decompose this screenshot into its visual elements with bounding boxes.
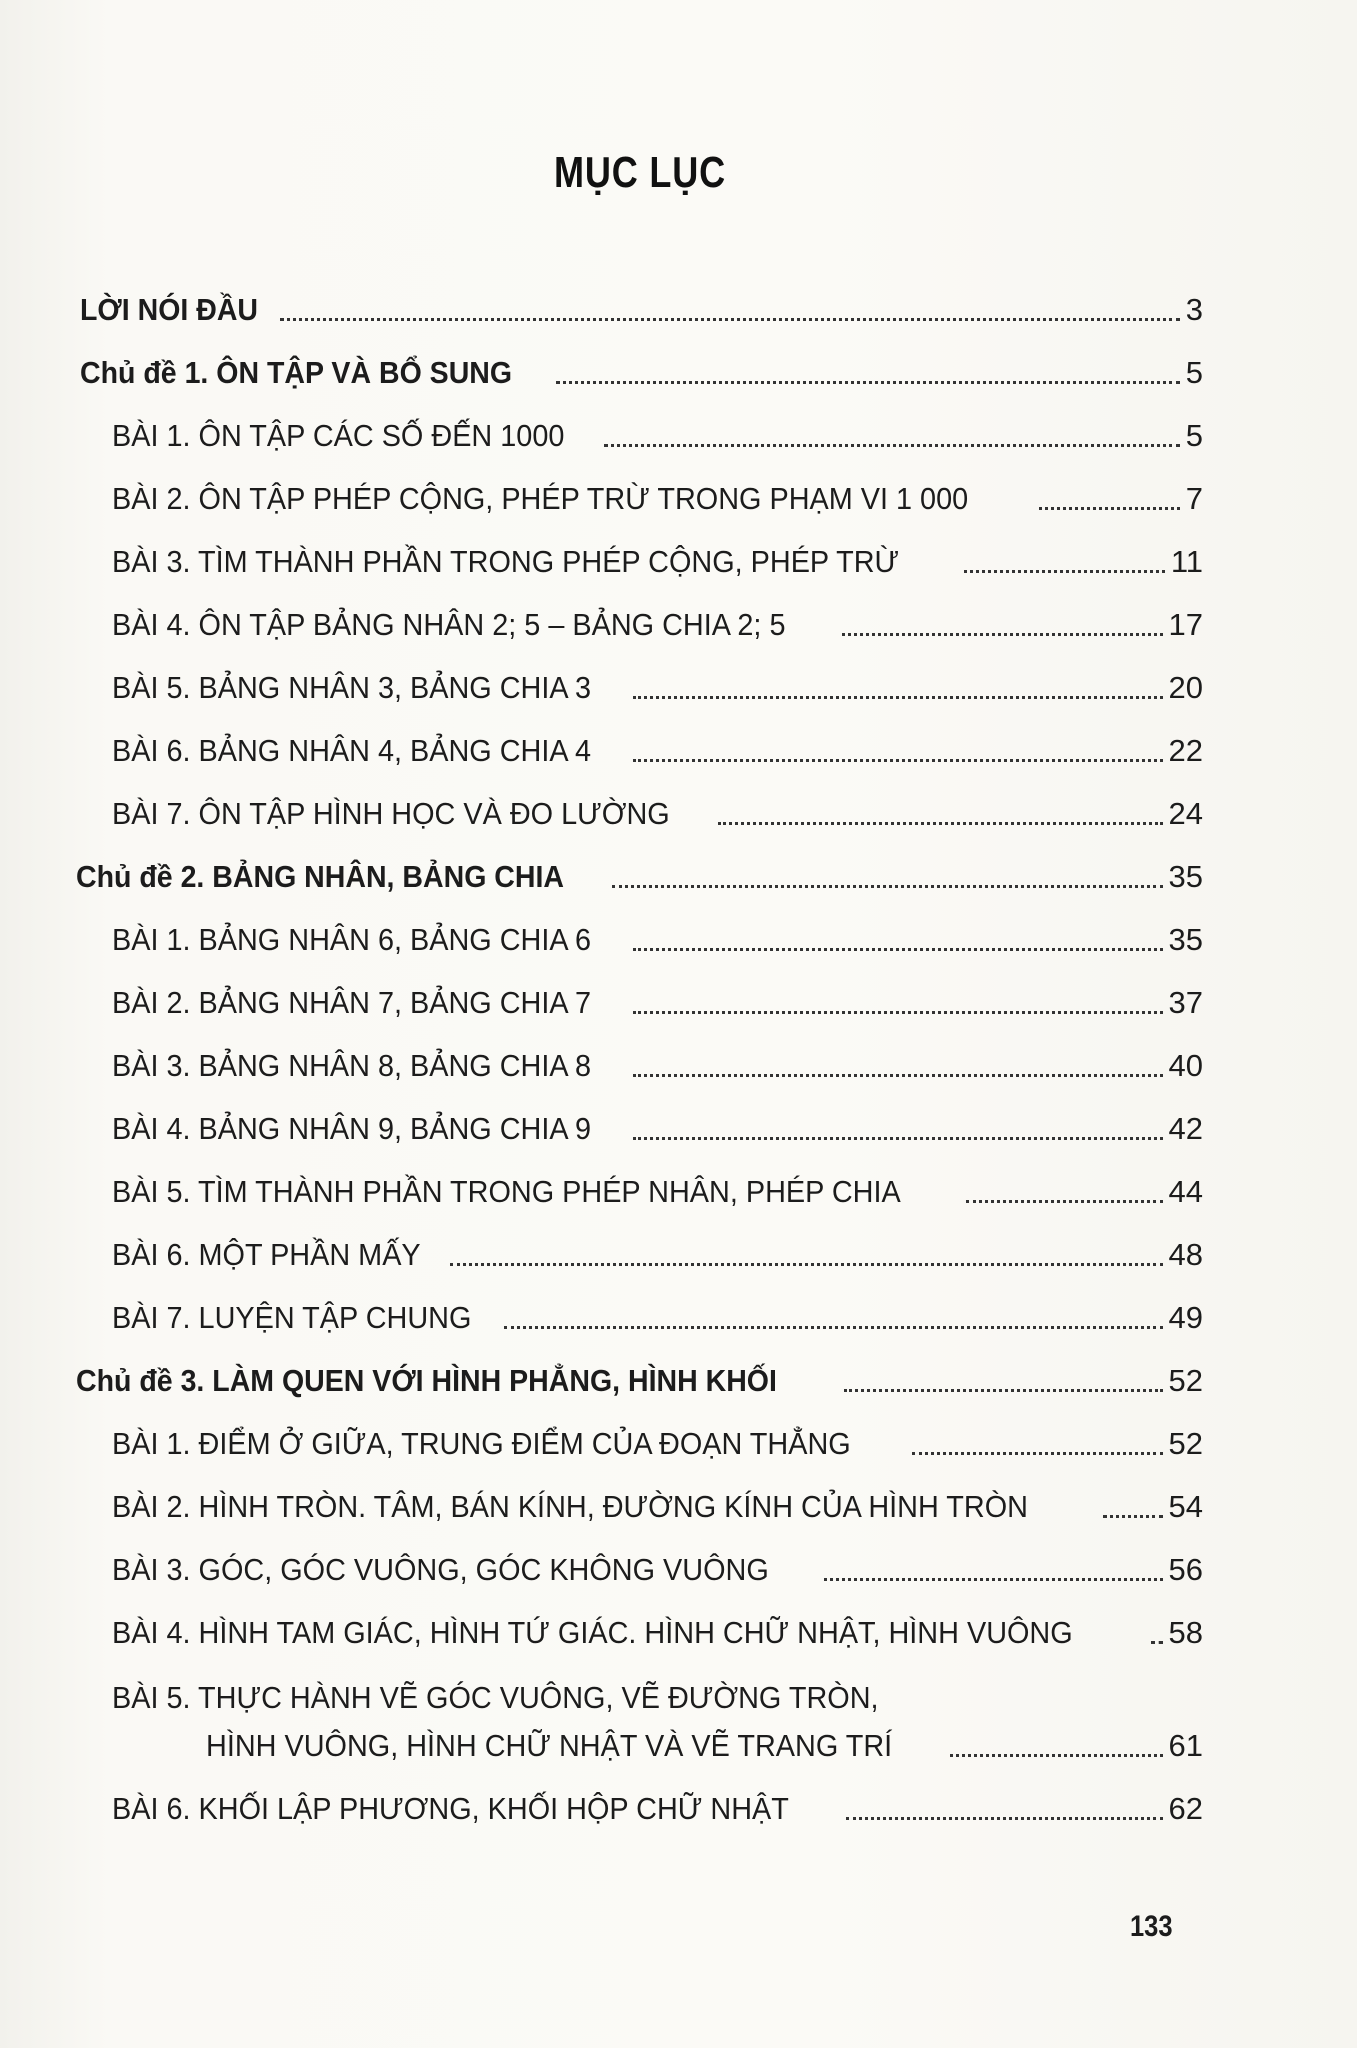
dot-leader: [633, 948, 1162, 951]
toc-entry-label: Chủ đề 1. ÔN TẬP VÀ BỔ SUNG: [80, 355, 513, 390]
dot-leader: [633, 1011, 1162, 1014]
toc-entry-page: 58: [1168, 1615, 1203, 1650]
dot-leader: [844, 1389, 1163, 1392]
dot-leader: [718, 822, 1163, 825]
toc-entry-page: 49: [1168, 1300, 1203, 1335]
toc-entry-page: 35: [1168, 859, 1203, 894]
toc-entry-label: BÀI 4. BẢNG NHÂN 9, BẢNG CHIA 9: [112, 1111, 592, 1146]
dot-leader: [604, 444, 1179, 447]
toc-entry-lesson-continuation: [206, 1722, 1203, 1766]
dot-leader: [1103, 1515, 1163, 1518]
dot-leader: [1151, 1641, 1163, 1644]
toc-entry-lesson: [112, 538, 1203, 582]
toc-entry-lesson: [112, 1294, 1203, 1338]
toc-entry-lesson: [112, 1609, 1203, 1653]
toc-entry-page: 42: [1168, 1111, 1203, 1146]
toc-entry-label: BÀI 6. BẢNG NHÂN 4, BẢNG CHIA 4: [112, 733, 592, 768]
toc-entry-lesson: [112, 1546, 1203, 1590]
toc-entry-label: Chủ đề 2. BẢNG NHÂN, BẢNG CHIA: [76, 859, 565, 894]
toc-entry-preface: [80, 286, 1203, 330]
toc-entry-lesson: [112, 412, 1203, 456]
toc-entry-label: LỜI NÓI ĐẦU: [80, 292, 259, 327]
toc-entry-label: BÀI 5. THỰC HÀNH VẼ GÓC VUÔNG, VẼ ĐƯỜNG TRÒN,: [112, 1680, 879, 1715]
toc-entry-label: Chủ đề 3. LÀM QUEN VỚI HÌNH PHẲNG, HÌNH KHỐI: [76, 1363, 777, 1398]
dot-leader: [966, 1200, 1162, 1203]
toc-entry-lesson: [112, 1483, 1203, 1527]
toc-entry-label: BÀI 6. MỘT PHẦN MẤY: [112, 1237, 421, 1272]
toc-entry-page: 48: [1168, 1237, 1203, 1272]
toc-entry-page: 11: [1170, 544, 1203, 579]
toc-entry-page: 56: [1168, 1552, 1203, 1587]
toc-entry-chapter-3: [76, 1357, 1203, 1401]
toc-entry-lesson: [112, 727, 1203, 771]
toc-entry-page: 3: [1185, 292, 1203, 327]
toc-entry-label: BÀI 2. BẢNG NHÂN 7, BẢNG CHIA 7: [112, 985, 592, 1020]
toc-entry-label-line2: HÌNH VUÔNG, HÌNH CHỮ NHẬT VÀ VẼ TRANG TRÍ: [206, 1728, 893, 1763]
toc-entry-label: BÀI 3. TÌM THÀNH PHẦN TRONG PHÉP CỘNG, PHÉP TRỪ: [112, 544, 900, 579]
toc-entry-label: BÀI 6. KHỐI LẬP PHƯƠNG, KHỐI HỘP CHỮ NHẬT: [112, 1791, 789, 1826]
dot-leader: [612, 885, 1162, 888]
dot-leader: [280, 318, 1180, 321]
dot-leader: [912, 1452, 1162, 1455]
dot-leader: [1039, 507, 1180, 510]
dot-leader: [633, 696, 1162, 699]
toc-entry-lesson: [112, 475, 1203, 519]
toc-entry-chapter-2: [76, 853, 1203, 897]
toc-entry-lesson: [112, 601, 1203, 645]
toc-entry-lesson: [112, 664, 1203, 708]
toc-entry-label: BÀI 5. BẢNG NHÂN 3, BẢNG CHIA 3: [112, 670, 592, 705]
dot-leader: [846, 1817, 1163, 1820]
toc-entry-page: 24: [1168, 796, 1203, 831]
dot-leader: [504, 1326, 1162, 1329]
toc-entry-label: BÀI 4. ÔN TẬP BẢNG NHÂN 2; 5 – BẢNG CHIA 2; 5: [112, 607, 786, 642]
dot-leader: [824, 1578, 1162, 1581]
dot-leader: [964, 570, 1164, 573]
toc-entry-lesson: [112, 1785, 1203, 1829]
dot-leader: [633, 759, 1162, 762]
toc-entry-lesson: [112, 1042, 1203, 1086]
toc-entry-page: 61: [1168, 1728, 1203, 1763]
toc-entry-label: BÀI 1. BẢNG NHÂN 6, BẢNG CHIA 6: [112, 922, 592, 957]
toc-entry-page: 54: [1168, 1489, 1203, 1524]
toc-entry-page: 5: [1185, 418, 1203, 453]
toc-entry-page: 5: [1185, 355, 1203, 390]
toc-entry-label: BÀI 7. ÔN TẬP HÌNH HỌC VÀ ĐO LƯỜNG: [112, 796, 670, 831]
dot-leader: [633, 1074, 1162, 1077]
toc-entry-lesson: [112, 1105, 1203, 1149]
toc-entry-label: BÀI 1. ĐIỂM Ở GIỮA, TRUNG ĐIỂM CỦA ĐOẠN THẲNG: [112, 1426, 851, 1461]
dot-leader: [450, 1263, 1163, 1266]
page-number: 133: [1130, 1910, 1173, 1943]
toc-entry-label: BÀI 3. BẢNG NHÂN 8, BẢNG CHIA 8: [112, 1048, 592, 1083]
toc-entry-label: BÀI 1. ÔN TẬP CÁC SỐ ĐẾN 1000: [112, 418, 565, 453]
toc-entry-lesson-multiline: [112, 1676, 1203, 1720]
toc-entry-page: 52: [1168, 1363, 1203, 1398]
dot-leader: [556, 381, 1180, 384]
toc-entry-lesson: [112, 1168, 1203, 1212]
toc-entry-lesson: [112, 979, 1203, 1023]
toc-entry-lesson: [112, 1231, 1203, 1275]
toc-entry-page: 22: [1168, 733, 1203, 768]
toc-entry-page: 20: [1168, 670, 1203, 705]
toc-entry-lesson: [112, 1420, 1203, 1464]
page-title: MỤC LỤC: [553, 148, 727, 197]
toc-entry-page: 35: [1168, 922, 1203, 957]
toc-entry-label: BÀI 2. ÔN TẬP PHÉP CỘNG, PHÉP TRỪ TRONG PHẠM VI 1 000: [112, 481, 969, 516]
toc-entry-page: 37: [1168, 985, 1203, 1020]
toc-entry-label: BÀI 5. TÌM THÀNH PHẦN TRONG PHÉP NHÂN, PHÉP CHIA: [112, 1174, 901, 1209]
toc-entry-page: 7: [1185, 481, 1203, 516]
dot-leader: [633, 1137, 1162, 1140]
toc-entry-label: BÀI 2. HÌNH TRÒN. TÂM, BÁN KÍNH, ĐƯỜNG KÍNH CỦA HÌNH TRÒN: [112, 1489, 1028, 1524]
toc-entry-page: 17: [1168, 607, 1203, 642]
toc-entry-label: BÀI 7. LUYỆN TẬP CHUNG: [112, 1300, 472, 1335]
toc-entry-page: 62: [1168, 1791, 1203, 1826]
dot-leader: [842, 633, 1162, 636]
toc-entry-lesson: [112, 916, 1203, 960]
toc-entry-label: BÀI 4. HÌNH TAM GIÁC, HÌNH TỨ GIÁC. HÌNH CHỮ NHẬT, HÌNH VUÔNG: [112, 1615, 1073, 1650]
toc-entry-page: 52: [1168, 1426, 1203, 1461]
dot-leader: [950, 1754, 1163, 1757]
toc-entry-page: 40: [1168, 1048, 1203, 1083]
toc-entry-lesson: [112, 790, 1203, 834]
toc-entry-label: BÀI 3. GÓC, GÓC VUÔNG, GÓC KHÔNG VUÔNG: [112, 1552, 769, 1587]
toc-entry-page: 44: [1168, 1174, 1203, 1209]
toc-entry-chapter-1: [80, 349, 1203, 393]
